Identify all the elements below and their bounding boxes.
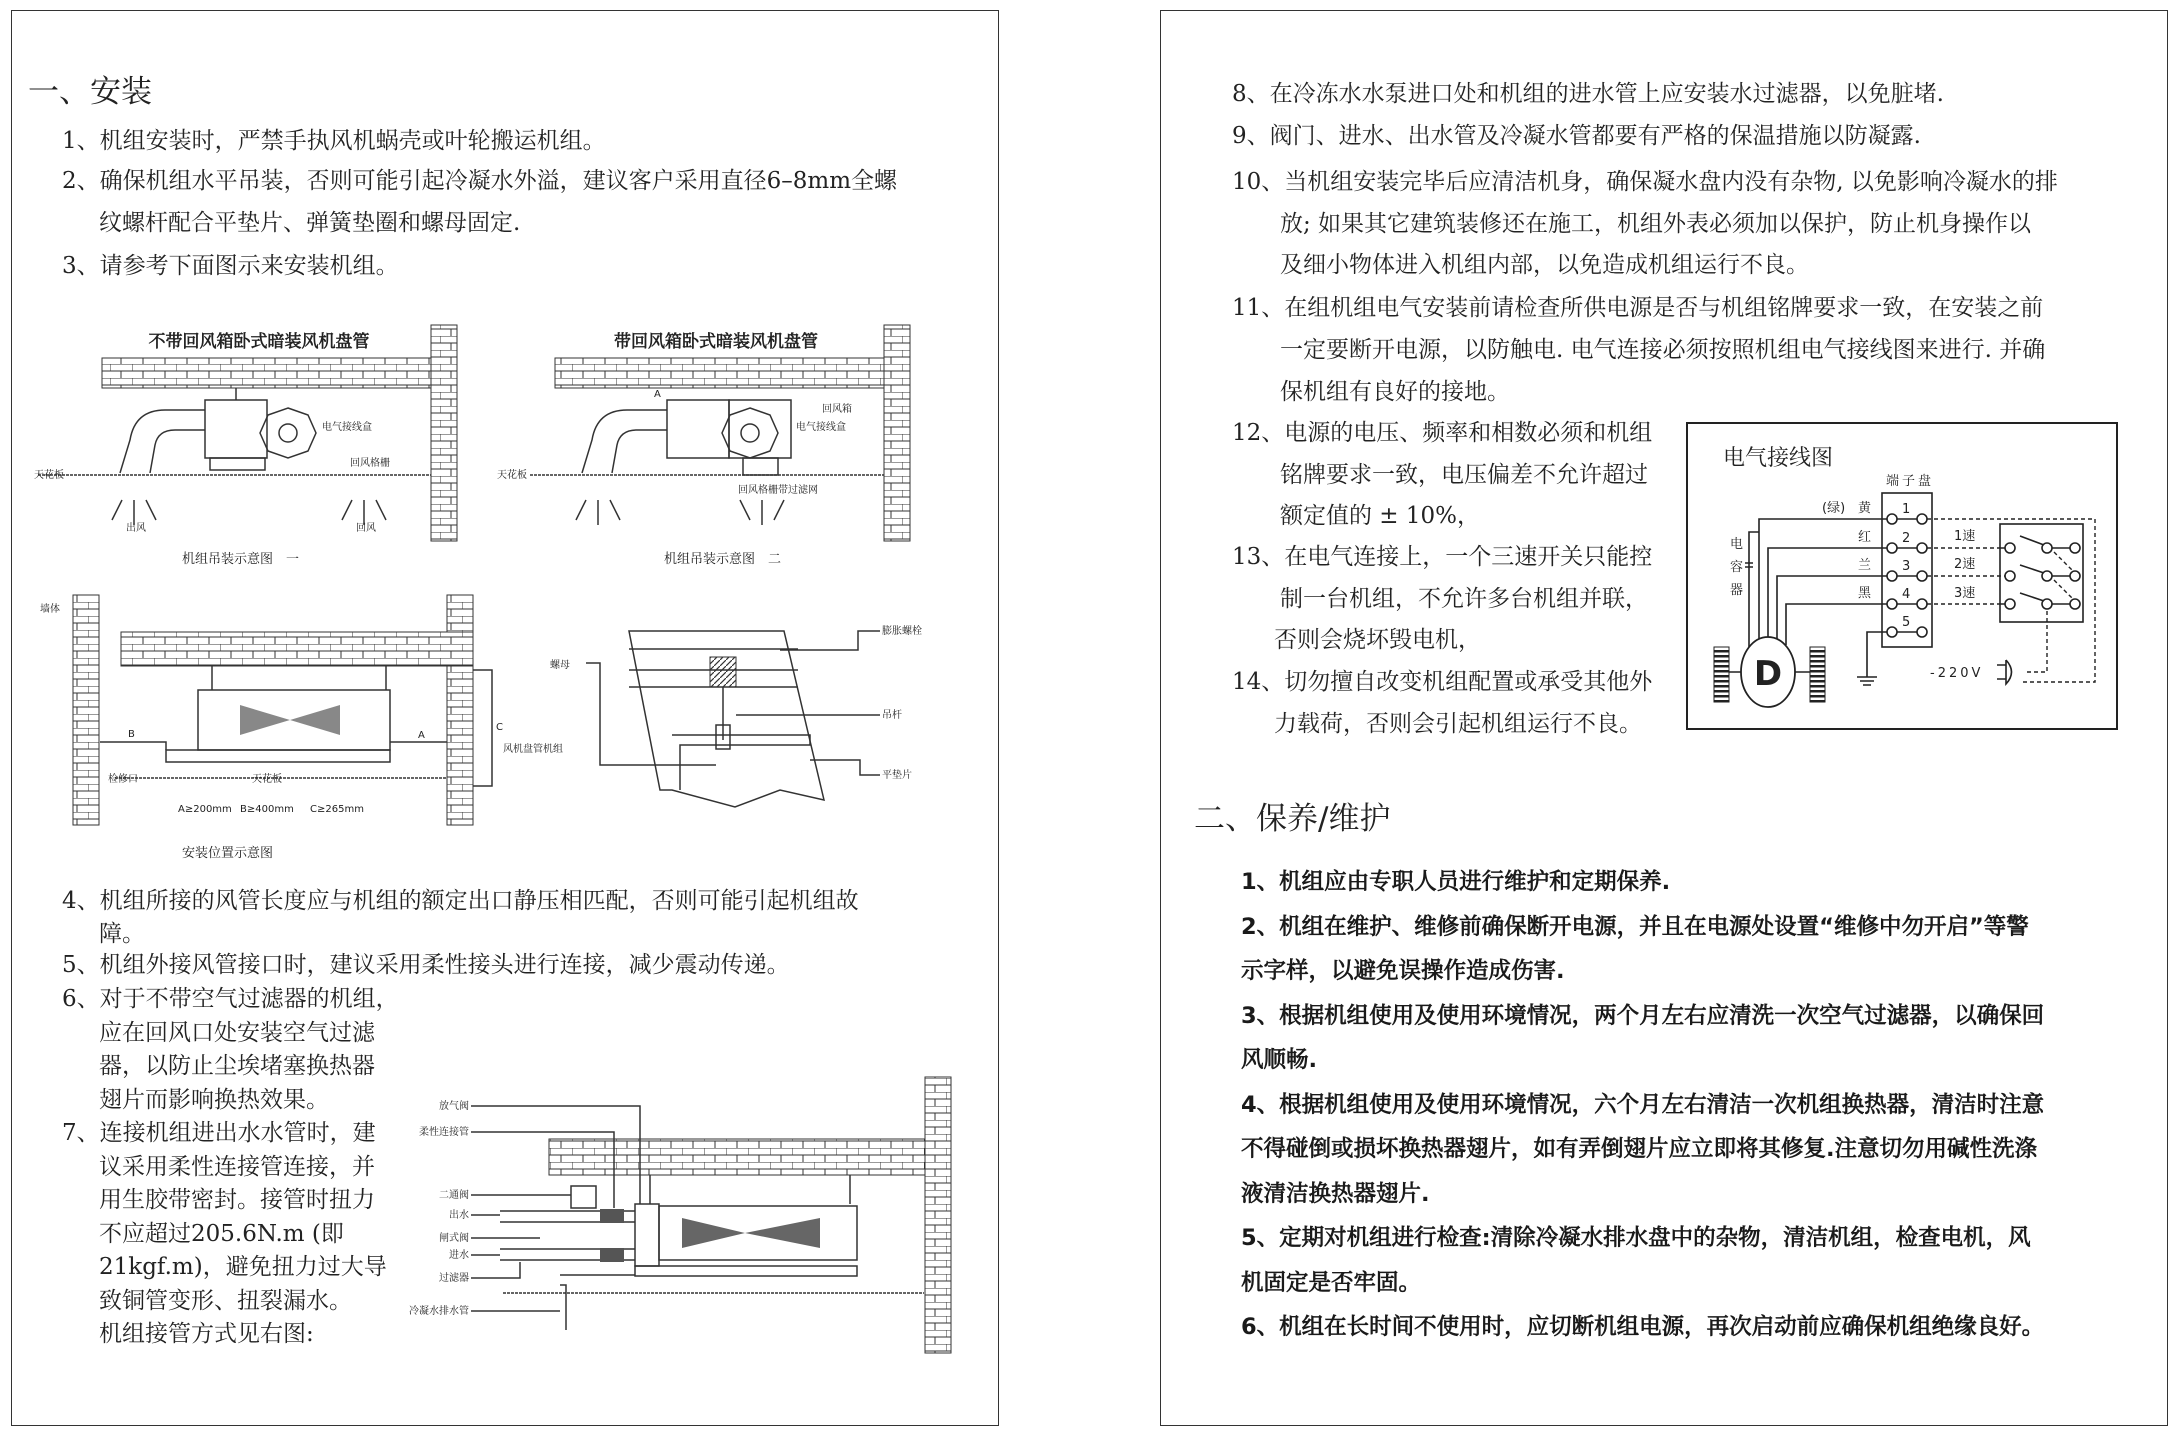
label-grille-filter: 回风格栅带过滤网 [738,485,818,496]
label-water-in: 进水 [449,1250,469,1261]
label-water-out: 出水 [449,1210,469,1221]
label-rod: 吊杆 [882,710,902,721]
item-line: 不得碰倒或损坏换热器翅片，如有弄倒翅片应立即将其修复.注意切勿用碱性洗涤 [1241,1136,2038,1162]
wire-color-label: 黑 [1858,586,1872,601]
item-line: 13、在电气连接上，一个三速开关只能控 [1232,544,1653,570]
section-heading-maintenance: 二、保养/维护 [1194,801,1391,837]
section-heading-install: 一、安装 [28,74,152,110]
label-filter: 过滤器 [439,1273,469,1284]
item-line: 8、在冷冻水水泵进口处和机组的进水管上应安装水过滤器，以免脏堵. [1232,81,1944,107]
item-line: 放; 如果其它建筑装修还在施工，机组外表必须加以保护，防止机身操作以 [1280,210,2032,237]
label-junction-box: 电气接线盒 [322,422,372,433]
label-nut: 螺母 [550,660,570,671]
item-line: 4、机组所接的风管长度应与机组的额定出口静压相匹配，否则可能引起机组故 [62,888,859,914]
speed-label: 2速 [1954,557,1976,572]
item-line: 4、根据机组使用及使用环境情况，六个月左右清洁一次机组换热器，清洁时注意 [1241,1091,2045,1118]
item-line: 5、定期对机组进行检查:清除冷凝水排水盘中的杂物，清洁机组，检查电机，风 [1241,1225,2031,1251]
label-access-port: 检修口 [108,774,138,785]
power-label: -220V [1930,666,1984,681]
item-line: 应在回风口处安装空气过滤 [99,1019,375,1046]
item-line: 铭牌要求一致，电压偏差不允许超过 [1280,461,1648,488]
wiring-title: 电气接线图 [1723,446,1834,471]
terminal-number: 5 [1902,615,1911,630]
capacitor-label: 容 [1730,560,1744,575]
item-line: 不应超过205.6N.m (即 [99,1220,344,1247]
dim-a: A≥200mm [178,804,232,815]
item-line: 翅片而影响换热效果。 [99,1086,329,1113]
item-line: 否则会烧坏毁电机， [1274,627,1481,653]
capacitor-label: 电 [1730,537,1744,552]
terminal-number: 1 [1902,502,1911,517]
item-line: 示字样，以避免误操作造成伤害. [1241,958,1565,984]
label-two-way-valve: 二通阀 [439,1190,469,1201]
item-line: 14、切勿擅自改变机组配置或承受其他外 [1232,669,1653,695]
label-a: A [654,389,661,400]
motor-label: D [1753,654,1783,694]
label-flex-pipe: 柔性连接管 [419,1127,469,1138]
dim-c: C≥265mm [310,804,364,815]
wire-color-label: 兰 [1858,558,1872,573]
item-line: 2、机组在维护、维修前确保断开电源，并且在电源处设置“维修中勿开启”等警 [1241,913,2029,940]
maint-item-2 [1241,905,2044,994]
label-gate-valve: 闸式阀 [439,1233,469,1244]
label-junction-box: 电气接线盒 [796,422,846,433]
item-line: 额定值的 ± 10%， [1280,503,1481,529]
maint-item-3 [1241,994,2044,1083]
item-line: 3、请参考下面图示来安装机组。 [62,253,399,279]
figure-caption: 机组吊装示意图 一 [182,552,300,567]
item-line: 6、对于不带空气过滤器的机组， [62,986,399,1012]
item-line: 力载荷，否则会引起机组运行不良。 [1274,710,1642,737]
label-washer: 平垫片 [882,770,912,781]
capacitor-label: 器 [1730,583,1744,598]
item-line: 液清洁换热器翅片. [1241,1180,1430,1207]
label-ceiling: 天花板 [497,470,527,481]
label-air-return: 回风 [356,523,376,534]
item-line: 风顺畅. [1241,1047,1318,1073]
label-return-box: 回风箱 [822,404,852,415]
label-return-grille: 回风格栅 [350,458,390,469]
label-b: B [128,729,135,740]
speed-label: 3速 [1954,586,1976,601]
item-line: 9、阀门、进水、出水管及冷凝水管都要有严格的保温措施以防凝露. [1232,123,1921,149]
item-line: 及细小物体进入机组内部，以免造成机组运行不良。 [1280,252,1809,278]
maintenance-list [1241,860,2044,1350]
item-line: 10、当机组安装完毕后应清洁机身，确保凝水盘内没有杂物, 以免影响冷凝水的排 [1232,169,2058,195]
terminal-number: 4 [1902,587,1911,602]
item-line: 保机组有良好的接地。 [1280,379,1510,405]
maint-item-6 [1241,1305,2044,1350]
figure-caption: 机组吊装示意图 二 [664,552,782,567]
item-line: 5、机组外接风管接口时，建议采用柔性接头进行连接，减少震动传递。 [62,952,790,978]
item-line: 用生胶带密封。接管时扭力 [99,1187,375,1213]
item-line: 一定要断开电源，以防触电. 电气连接必须按照机组电气接线图来进行. 并确 [1280,337,2046,363]
label-a: A [418,730,425,741]
wire-color-label: 黄 [1858,501,1872,516]
item-line: 器，以防止尘埃堵塞换热器 [99,1053,375,1079]
item-line: 纹螺杆配合平垫片、弹簧垫圈和螺母固定. [99,210,521,236]
wire-color-label: 红 [1858,530,1872,545]
figure-title: 带回风箱卧式暗装风机盘管 [614,332,818,352]
figure-title: 不带回风箱卧式暗装风机盘管 [148,332,370,352]
item-line: 议采用柔性连接管连接，并 [99,1153,375,1180]
maint-item-4 [1241,1083,2044,1217]
item-line: 1、机组应由专职人员进行维护和定期保养. [1241,869,1671,895]
wire-color-label: (绿) [1822,501,1846,516]
label-wall: 墙体 [40,604,60,615]
label-expansion-bolt: 膨胀螺栓 [882,626,922,637]
terminal-number: 3 [1902,559,1911,574]
item-line: 6、机组在长时间不使用时，应切断机组电源，再次启动前应确保机组绝缘良好。 [1241,1314,2045,1340]
label-ceiling: 天花板 [252,774,282,785]
figure-caption: 安装位置示意图 [182,846,274,861]
item-line: 机组接管方式见右图: [99,1321,314,1347]
item-line: 1、机组安装时，严禁手执风机蜗壳或叶轮搬运机组。 [62,128,606,154]
label-fan-coil-unit: 风机盘管机组 [503,744,563,755]
label-c: C [496,722,503,733]
item-line: 3、根据机组使用及使用环境情况，两个月左右应清洗一次空气过滤器，以确保回 [1241,1002,2045,1029]
dim-b: B≥400mm [240,804,294,815]
label-drain-pipe: 冷凝水排水管 [409,1306,469,1317]
label-air-vent: 放气阀 [439,1101,469,1112]
item-line: 致铜管变形、扭裂漏水。 [99,1287,352,1314]
item-line: 制一台机组，不允许多台机组并联， [1280,585,1648,612]
item-line: 2、确保机组水平吊装，否则可能引起冷凝水外溢，建议客户采用直径6–8mm全螺 [62,168,898,194]
item-line: 11、在组机组电气安装前请检查所供电源是否与机组铭牌要求一致，在安装之前 [1232,295,2044,321]
item-line: 障。 [99,921,145,947]
label-ceiling: 天花板 [34,470,64,481]
terminal-number: 2 [1902,531,1911,546]
terminal-block-label: 端子盘 [1886,474,1935,489]
maint-item-1 [1241,860,2044,905]
speed-label: 1速 [1954,529,1976,544]
maint-item-5 [1241,1216,2044,1305]
item-line: 21kgf.m)，避免扭力过大导 [99,1254,387,1280]
item-line: 机固定是否牢固。 [1241,1269,1422,1296]
item-line: 7、连接机组进出水水管时，建 [62,1120,376,1146]
item-line: 12、电源的电压、频率和相数必须和机组 [1232,420,1653,446]
label-air-out: 出风 [126,523,146,534]
